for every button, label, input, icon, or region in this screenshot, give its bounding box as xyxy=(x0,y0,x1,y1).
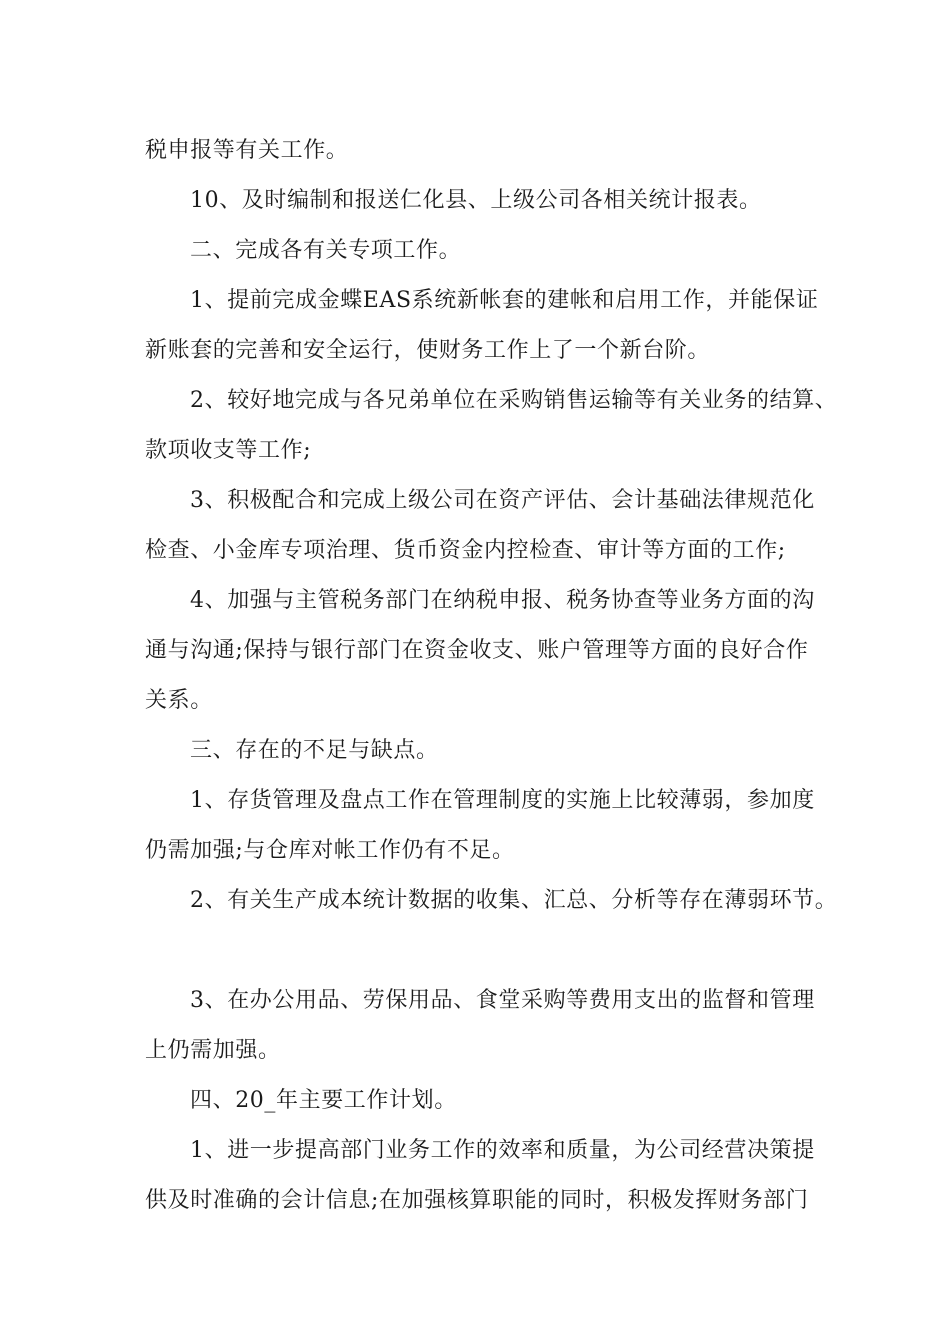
text-line: 1、提前完成金蝶EAS系统新帐套的建帐和启用工作，并能保证 xyxy=(190,288,819,313)
section-heading: 二、完成各有关专项工作。 xyxy=(190,238,462,263)
text-line: 上仍需加强。 xyxy=(145,1038,281,1063)
section-heading: 四、20_年主要工作计划。 xyxy=(190,1088,457,1113)
text-line: 检查、小金库专项治理、货币资金内控检查、审计等方面的工作; xyxy=(145,538,786,563)
text-line: 2、有关生产成本统计数据的收集、汇总、分析等存在薄弱环节。 xyxy=(190,888,838,913)
text-line: 2、较好地完成与各兄弟单位在采购销售运输等有关业务的结算、 xyxy=(190,388,838,413)
text-line: 1、存货管理及盘点工作在管理制度的实施上比较薄弱，参加度 xyxy=(190,788,815,813)
text-line: 10、及时编制和报送仁化县、上级公司各相关统计报表。 xyxy=(190,188,762,213)
text-line: 税申报等有关工作。 xyxy=(145,138,349,163)
text-line: 通与沟通;保持与银行部门在资金收支、账户管理等方面的良好合作 xyxy=(145,638,809,663)
section-heading: 三、存在的不足与缺点。 xyxy=(190,738,439,763)
text-line: 3、积极配合和完成上级公司在资产评估、会计基础法律规范化 xyxy=(190,488,815,513)
text-line: 仍需加强;与仓库对帐工作仍有不足。 xyxy=(145,838,515,863)
text-line: 款项收支等工作; xyxy=(145,438,312,463)
text-line: 新账套的完善和安全运行，使财务工作上了一个新台阶。 xyxy=(145,338,711,363)
text-line: 关系。 xyxy=(145,688,213,713)
text-line: 3、在办公用品、劳保用品、食堂采购等费用支出的监督和管理 xyxy=(190,988,815,1013)
text-line: 1、进一步提高部门业务工作的效率和质量，为公司经营决策提 xyxy=(190,1138,815,1163)
text-line: 4、加强与主管税务部门在纳税申报、税务协查等业务方面的沟 xyxy=(190,588,815,613)
text-line: 供及时准确的会计信息;在加强核算职能的同时，积极发挥财务部门 xyxy=(145,1188,809,1213)
